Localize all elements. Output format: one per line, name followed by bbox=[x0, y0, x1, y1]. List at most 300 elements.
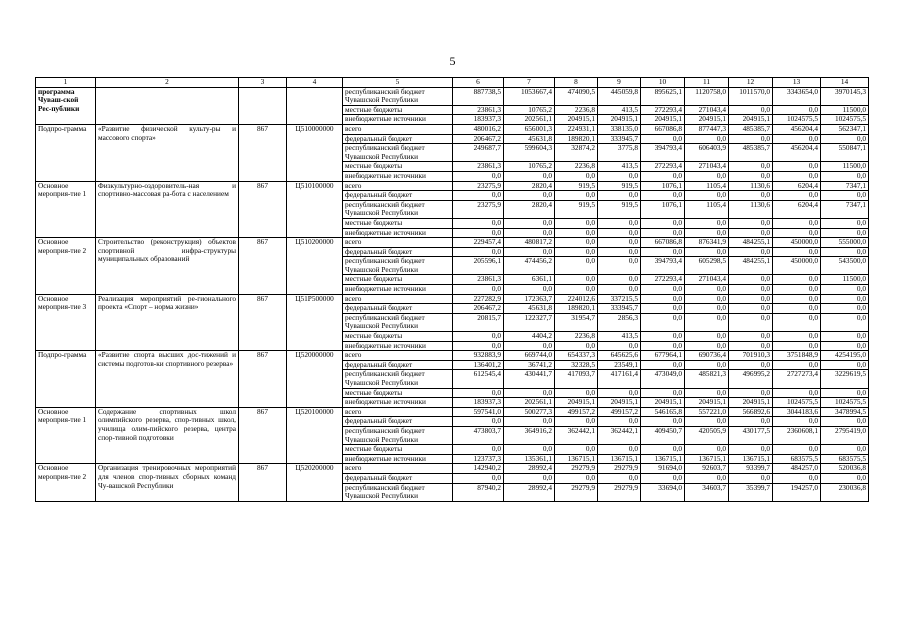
value-cell: 0,0 bbox=[729, 285, 773, 295]
source-cell: федеральный бюджет bbox=[343, 417, 453, 427]
value-cell: 480016,2 bbox=[453, 124, 504, 134]
value-cell: 29279,9 bbox=[555, 464, 598, 474]
source-cell: внебюджетные источники bbox=[343, 341, 453, 351]
value-cell: 204915,1 bbox=[555, 115, 598, 125]
value-cell: 11500,0 bbox=[821, 105, 869, 115]
value-cell: 0,0 bbox=[504, 388, 555, 398]
value-cell: 362442,1 bbox=[555, 426, 598, 444]
value-cell: 0,0 bbox=[504, 247, 555, 257]
value-cell: 606403,9 bbox=[685, 144, 729, 162]
header-cell: 12 bbox=[729, 78, 773, 88]
value-cell: 10765,2 bbox=[504, 105, 555, 115]
value-cell: 496995,2 bbox=[729, 370, 773, 388]
value-cell: 0,0 bbox=[685, 417, 729, 427]
value-cell: 0,0 bbox=[773, 304, 821, 314]
value-cell: 28992,4 bbox=[504, 483, 555, 501]
header-cell: 13 bbox=[773, 78, 821, 88]
value-cell: 932883,9 bbox=[453, 351, 504, 361]
value-cell: 1011570,0 bbox=[729, 87, 773, 105]
value-cell: 142940,2 bbox=[453, 464, 504, 474]
source-cell: федеральный бюджет bbox=[343, 360, 453, 370]
value-cell: 0,0 bbox=[453, 417, 504, 427]
budget-table bbox=[35, 77, 869, 502]
value-cell: 0,0 bbox=[641, 285, 685, 295]
value-cell: 0,0 bbox=[641, 228, 685, 238]
source-cell: местные бюджеты bbox=[343, 388, 453, 398]
value-cell: 0,0 bbox=[555, 257, 598, 275]
value-cell: 32328,5 bbox=[555, 360, 598, 370]
value-cell: 33694,0 bbox=[641, 483, 685, 501]
value-cell: 0,0 bbox=[555, 228, 598, 238]
source-cell: всего bbox=[343, 181, 453, 191]
value-cell: 0,0 bbox=[773, 473, 821, 483]
value-cell: 0,0 bbox=[773, 218, 821, 228]
value-cell: 0,0 bbox=[821, 171, 869, 181]
name-cell bbox=[96, 87, 239, 124]
value-cell: 204915,1 bbox=[598, 398, 641, 408]
code-cell bbox=[287, 87, 343, 124]
value-cell: 701910,3 bbox=[729, 351, 773, 361]
value-cell: 2795419,0 bbox=[821, 426, 869, 444]
name-cell: Строительство (реконструкция) объектов спортивной инфра-структуры муниципальных образований bbox=[96, 238, 239, 295]
source-cell: внебюджетные источники bbox=[343, 115, 453, 125]
value-cell: 0,0 bbox=[821, 228, 869, 238]
value-cell: 136715,1 bbox=[598, 454, 641, 464]
value-cell: 0,0 bbox=[453, 341, 504, 351]
value-cell: 0,0 bbox=[773, 445, 821, 455]
grbs-cell: 867 bbox=[239, 238, 287, 295]
value-cell: 36741,2 bbox=[504, 360, 555, 370]
value-cell: 0,0 bbox=[821, 134, 869, 144]
value-cell: 0,0 bbox=[729, 360, 773, 370]
value-cell: 0,0 bbox=[555, 238, 598, 248]
value-cell: 0,0 bbox=[598, 417, 641, 427]
value-cell: 0,0 bbox=[729, 294, 773, 304]
header-cell: 5 bbox=[343, 78, 453, 88]
value-cell: 876341,9 bbox=[685, 238, 729, 248]
table-row bbox=[36, 87, 869, 105]
value-cell: 0,0 bbox=[821, 417, 869, 427]
value-cell: 0,0 bbox=[641, 191, 685, 201]
value-cell: 6204,4 bbox=[773, 181, 821, 191]
value-cell: 520036,8 bbox=[821, 464, 869, 474]
value-cell: 333945,7 bbox=[598, 304, 641, 314]
value-cell: 413,5 bbox=[598, 105, 641, 115]
value-cell: 11500,0 bbox=[821, 162, 869, 172]
name-cell: Реализация мероприятий ре-гионального проекта «Спорт – норма жизни» bbox=[96, 294, 239, 351]
value-cell: 895625,1 bbox=[641, 87, 685, 105]
value-cell: 29279,9 bbox=[555, 483, 598, 501]
value-cell: 0,0 bbox=[729, 162, 773, 172]
value-cell: 0,0 bbox=[555, 473, 598, 483]
header-cell: 8 bbox=[555, 78, 598, 88]
value-cell: 204915,1 bbox=[641, 115, 685, 125]
code-cell: Ц520100000 bbox=[287, 407, 343, 464]
value-cell: 667086,8 bbox=[641, 124, 685, 134]
value-cell: 0,0 bbox=[685, 304, 729, 314]
value-cell: 0,0 bbox=[821, 332, 869, 342]
value-cell: 204915,1 bbox=[598, 115, 641, 125]
name-cell: «Развитие физической культу-ры и массового спорта» bbox=[96, 124, 239, 181]
value-cell: 183937,3 bbox=[453, 398, 504, 408]
value-cell: 136401,2 bbox=[453, 360, 504, 370]
source-cell: республиканский бюджет Чувашской Республики bbox=[343, 313, 453, 331]
table-row bbox=[36, 407, 869, 417]
value-cell: 0,0 bbox=[773, 171, 821, 181]
value-cell: 0,0 bbox=[821, 473, 869, 483]
value-cell: 136715,1 bbox=[685, 454, 729, 464]
value-cell: 10765,2 bbox=[504, 162, 555, 172]
value-cell: 3775,8 bbox=[598, 144, 641, 162]
value-cell: 0,0 bbox=[821, 313, 869, 331]
value-cell: 2820,4 bbox=[504, 200, 555, 218]
value-cell: 919,5 bbox=[598, 200, 641, 218]
value-cell: 206467,2 bbox=[453, 134, 504, 144]
value-cell: 249687,7 bbox=[453, 144, 504, 162]
value-cell: 499157,2 bbox=[555, 407, 598, 417]
value-cell: 0,0 bbox=[773, 285, 821, 295]
value-cell: 1053667,4 bbox=[504, 87, 555, 105]
value-cell: 1024575,5 bbox=[821, 115, 869, 125]
value-cell: 0,0 bbox=[555, 417, 598, 427]
value-cell: 550847,1 bbox=[821, 144, 869, 162]
value-cell: 92603,7 bbox=[685, 464, 729, 474]
value-cell: 1105,4 bbox=[685, 200, 729, 218]
value-cell: 0,0 bbox=[821, 304, 869, 314]
source-cell: всего bbox=[343, 464, 453, 474]
value-cell: 0,0 bbox=[685, 473, 729, 483]
status-cell: Подпро-грамма bbox=[36, 124, 96, 181]
value-cell: 0,0 bbox=[641, 445, 685, 455]
value-cell: 23861,3 bbox=[453, 275, 504, 285]
value-cell: 0,0 bbox=[641, 294, 685, 304]
code-cell: Ц520000000 bbox=[287, 351, 343, 408]
value-cell: 0,0 bbox=[598, 218, 641, 228]
value-cell: 0,0 bbox=[453, 473, 504, 483]
value-cell: 204915,1 bbox=[685, 398, 729, 408]
value-cell: 0,0 bbox=[685, 134, 729, 144]
value-cell: 1105,4 bbox=[685, 181, 729, 191]
value-cell: 473049,0 bbox=[641, 370, 685, 388]
value-cell: 230036,8 bbox=[821, 483, 869, 501]
value-cell: 0,0 bbox=[555, 275, 598, 285]
source-cell: федеральный бюджет bbox=[343, 191, 453, 201]
value-cell: 29279,9 bbox=[598, 464, 641, 474]
value-cell: 0,0 bbox=[504, 473, 555, 483]
value-cell: 172363,7 bbox=[504, 294, 555, 304]
value-cell: 0,0 bbox=[729, 473, 773, 483]
status-cell: Основное мероприя-тие 2 bbox=[36, 464, 96, 501]
value-cell: 0,0 bbox=[453, 218, 504, 228]
value-cell: 0,0 bbox=[504, 341, 555, 351]
value-cell: 4254195,0 bbox=[821, 351, 869, 361]
value-cell: 2856,3 bbox=[598, 313, 641, 331]
value-cell: 0,0 bbox=[641, 134, 685, 144]
value-cell: 417161,4 bbox=[598, 370, 641, 388]
value-cell: 543500,0 bbox=[821, 257, 869, 275]
value-cell: 204915,1 bbox=[685, 115, 729, 125]
value-cell: 887738,5 bbox=[453, 87, 504, 105]
value-cell: 224012,6 bbox=[555, 294, 598, 304]
value-cell: 394793,4 bbox=[641, 257, 685, 275]
source-cell: федеральный бюджет bbox=[343, 473, 453, 483]
value-cell: 0,0 bbox=[685, 445, 729, 455]
value-cell: 3970145,3 bbox=[821, 87, 869, 105]
value-cell: 0,0 bbox=[729, 388, 773, 398]
value-cell: 204915,1 bbox=[555, 398, 598, 408]
value-cell: 0,0 bbox=[598, 247, 641, 257]
value-cell: 183937,3 bbox=[453, 115, 504, 125]
source-cell: федеральный бюджет bbox=[343, 304, 453, 314]
value-cell: 0,0 bbox=[453, 191, 504, 201]
value-cell: 0,0 bbox=[641, 417, 685, 427]
value-cell: 0,0 bbox=[641, 341, 685, 351]
table-row bbox=[36, 294, 869, 304]
value-cell: 0,0 bbox=[685, 191, 729, 201]
value-cell: 599604,3 bbox=[504, 144, 555, 162]
value-cell: 0,0 bbox=[773, 341, 821, 351]
value-cell: 362442,1 bbox=[598, 426, 641, 444]
value-cell: 0,0 bbox=[555, 247, 598, 257]
value-cell: 0,0 bbox=[729, 218, 773, 228]
value-cell: 0,0 bbox=[453, 285, 504, 295]
value-cell: 450000,0 bbox=[773, 257, 821, 275]
value-cell: 0,0 bbox=[729, 445, 773, 455]
value-cell: 473803,7 bbox=[453, 426, 504, 444]
value-cell: 2727273,4 bbox=[773, 370, 821, 388]
value-cell: 0,0 bbox=[598, 257, 641, 275]
value-cell: 271043,4 bbox=[685, 105, 729, 115]
code-cell: Ц520200000 bbox=[287, 464, 343, 501]
grbs-cell: 867 bbox=[239, 124, 287, 181]
value-cell: 364916,2 bbox=[504, 426, 555, 444]
value-cell: 654337,3 bbox=[555, 351, 598, 361]
value-cell: 3343654,0 bbox=[773, 87, 821, 105]
value-cell: 0,0 bbox=[729, 247, 773, 257]
value-cell: 136715,1 bbox=[555, 454, 598, 464]
value-cell: 919,5 bbox=[598, 181, 641, 191]
value-cell: 919,5 bbox=[555, 200, 598, 218]
value-cell: 690736,4 bbox=[685, 351, 729, 361]
value-cell: 0,0 bbox=[641, 218, 685, 228]
header-cell: 4 bbox=[287, 78, 343, 88]
value-cell: 0,0 bbox=[685, 360, 729, 370]
value-cell: 417093,7 bbox=[555, 370, 598, 388]
status-cell: программа Чуваш-ской Рес-публики bbox=[36, 87, 96, 124]
value-cell: 605298,5 bbox=[685, 257, 729, 275]
header-cell: 7 bbox=[504, 78, 555, 88]
value-cell: 123737,3 bbox=[453, 454, 504, 464]
value-cell: 28992,4 bbox=[504, 464, 555, 474]
value-cell: 0,0 bbox=[773, 388, 821, 398]
value-cell: 0,0 bbox=[773, 275, 821, 285]
header-row bbox=[36, 78, 869, 88]
value-cell: 0,0 bbox=[504, 171, 555, 181]
header-cell: 11 bbox=[685, 78, 729, 88]
value-cell: 23861,3 bbox=[453, 105, 504, 115]
value-cell: 2236,8 bbox=[555, 332, 598, 342]
value-cell: 23861,3 bbox=[453, 162, 504, 172]
value-cell: 0,0 bbox=[641, 388, 685, 398]
value-cell: 0,0 bbox=[555, 171, 598, 181]
value-cell: 202561,1 bbox=[504, 398, 555, 408]
grbs-cell: 867 bbox=[239, 181, 287, 238]
value-cell: 0,0 bbox=[729, 275, 773, 285]
value-cell: 0,0 bbox=[598, 228, 641, 238]
source-cell: внебюджетные источники bbox=[343, 171, 453, 181]
value-cell: 11500,0 bbox=[821, 275, 869, 285]
value-cell: 338135,0 bbox=[598, 124, 641, 134]
table-row bbox=[36, 464, 869, 474]
value-cell: 480817,2 bbox=[504, 238, 555, 248]
value-cell: 430441,7 bbox=[504, 370, 555, 388]
value-cell: 0,0 bbox=[504, 191, 555, 201]
value-cell: 0,0 bbox=[729, 332, 773, 342]
code-cell: Ц510000000 bbox=[287, 124, 343, 181]
value-cell: 2236,8 bbox=[555, 162, 598, 172]
source-cell: местные бюджеты bbox=[343, 218, 453, 228]
value-cell: 645625,6 bbox=[598, 351, 641, 361]
value-cell: 189820,1 bbox=[555, 304, 598, 314]
table-row bbox=[36, 181, 869, 191]
table-body bbox=[36, 78, 869, 502]
value-cell: 555000,0 bbox=[821, 238, 869, 248]
value-cell: 0,0 bbox=[504, 218, 555, 228]
header-cell: 10 bbox=[641, 78, 685, 88]
value-cell: 0,0 bbox=[555, 218, 598, 228]
value-cell: 0,0 bbox=[773, 228, 821, 238]
source-cell: республиканский бюджет Чувашской Республики bbox=[343, 257, 453, 275]
value-cell: 91694,0 bbox=[641, 464, 685, 474]
value-cell: 499157,2 bbox=[598, 407, 641, 417]
value-cell: 0,0 bbox=[821, 388, 869, 398]
source-cell: республиканский бюджет Чувашской Республики bbox=[343, 370, 453, 388]
value-cell: 474090,5 bbox=[555, 87, 598, 105]
value-cell: 271043,4 bbox=[685, 275, 729, 285]
value-cell: 0,0 bbox=[685, 388, 729, 398]
status-cell: Основное мероприя-тие 3 bbox=[36, 294, 96, 351]
value-cell: 0,0 bbox=[821, 360, 869, 370]
value-cell: 136715,1 bbox=[641, 454, 685, 464]
value-cell: 0,0 bbox=[773, 162, 821, 172]
value-cell: 3751848,9 bbox=[773, 351, 821, 361]
value-cell: 0,0 bbox=[504, 228, 555, 238]
value-cell: 0,0 bbox=[555, 341, 598, 351]
value-cell: 6361,1 bbox=[504, 275, 555, 285]
value-cell: 204915,1 bbox=[729, 115, 773, 125]
value-cell: 31954,7 bbox=[555, 313, 598, 331]
header-cell: 2 bbox=[96, 78, 239, 88]
value-cell: 35399,7 bbox=[729, 483, 773, 501]
value-cell: 1024575,5 bbox=[773, 115, 821, 125]
value-cell: 93399,7 bbox=[729, 464, 773, 474]
value-cell: 2360608,1 bbox=[773, 426, 821, 444]
value-cell: 0,0 bbox=[555, 388, 598, 398]
value-cell: 0,0 bbox=[598, 445, 641, 455]
value-cell: 0,0 bbox=[729, 105, 773, 115]
value-cell: 0,0 bbox=[641, 473, 685, 483]
value-cell: 0,0 bbox=[773, 134, 821, 144]
value-cell: 0,0 bbox=[453, 171, 504, 181]
value-cell: 0,0 bbox=[773, 105, 821, 115]
code-cell: Ц510100000 bbox=[287, 181, 343, 238]
value-cell: 3229619,5 bbox=[821, 370, 869, 388]
value-cell: 0,0 bbox=[641, 313, 685, 331]
value-cell: 34603,7 bbox=[685, 483, 729, 501]
value-cell: 0,0 bbox=[773, 294, 821, 304]
value-cell: 677964,1 bbox=[641, 351, 685, 361]
header-cell: 9 bbox=[598, 78, 641, 88]
value-cell: 0,0 bbox=[821, 294, 869, 304]
value-cell: 0,0 bbox=[729, 191, 773, 201]
value-cell: 0,0 bbox=[729, 171, 773, 181]
source-cell: внебюджетные источники bbox=[343, 285, 453, 295]
table-row bbox=[36, 124, 869, 134]
value-cell: 0,0 bbox=[773, 247, 821, 257]
value-cell: 0,0 bbox=[641, 304, 685, 314]
value-cell: 0,0 bbox=[821, 285, 869, 295]
value-cell: 205596,1 bbox=[453, 257, 504, 275]
header-cell: 14 bbox=[821, 78, 869, 88]
value-cell: 445059,8 bbox=[598, 87, 641, 105]
value-cell: 656001,3 bbox=[504, 124, 555, 134]
value-cell: 420505,9 bbox=[685, 426, 729, 444]
source-cell: местные бюджеты bbox=[343, 162, 453, 172]
value-cell: 919,5 bbox=[555, 181, 598, 191]
value-cell: 0,0 bbox=[598, 388, 641, 398]
value-cell: 484255,1 bbox=[729, 238, 773, 248]
value-cell: 597541,0 bbox=[453, 407, 504, 417]
source-cell: республиканский бюджет Чувашской Республики bbox=[343, 200, 453, 218]
value-cell: 394793,4 bbox=[641, 144, 685, 162]
value-cell: 0,0 bbox=[504, 445, 555, 455]
page-number: 5 bbox=[449, 54, 456, 68]
value-cell: 0,0 bbox=[598, 238, 641, 248]
value-cell: 7347,1 bbox=[821, 181, 869, 191]
value-cell: 6204,4 bbox=[773, 200, 821, 218]
source-cell: местные бюджеты bbox=[343, 332, 453, 342]
header-cell: 1 bbox=[36, 78, 96, 88]
value-cell: 0,0 bbox=[821, 341, 869, 351]
source-cell: республиканский бюджет Чувашской Республики bbox=[343, 426, 453, 444]
source-cell: республиканский бюджет Чувашской Республики bbox=[343, 483, 453, 501]
value-cell: 430177,5 bbox=[729, 426, 773, 444]
value-cell: 484255,1 bbox=[729, 257, 773, 275]
value-cell: 1024575,5 bbox=[821, 398, 869, 408]
name-cell: Организация тренировочных мероприятий для членов спор-тивных сборных команд Чу-вашской Республики bbox=[96, 464, 239, 501]
value-cell: 450000,0 bbox=[773, 238, 821, 248]
value-cell: 0,0 bbox=[641, 247, 685, 257]
source-cell: внебюджетные источники bbox=[343, 454, 453, 464]
value-cell: 0,0 bbox=[685, 247, 729, 257]
value-cell: 272293,4 bbox=[641, 275, 685, 285]
value-cell: 0,0 bbox=[773, 360, 821, 370]
value-cell: 0,0 bbox=[685, 218, 729, 228]
value-cell: 683575,5 bbox=[821, 454, 869, 464]
source-cell: всего bbox=[343, 238, 453, 248]
name-cell: «Развитие спорта высших дос-тижений и системы подготов-ки спортивного резерва» bbox=[96, 351, 239, 408]
value-cell: 0,0 bbox=[729, 341, 773, 351]
value-cell: 0,0 bbox=[729, 228, 773, 238]
value-cell: 20815,7 bbox=[453, 313, 504, 331]
value-cell: 0,0 bbox=[821, 247, 869, 257]
source-cell: всего bbox=[343, 124, 453, 134]
value-cell: 456204,4 bbox=[773, 144, 821, 162]
value-cell: 0,0 bbox=[453, 332, 504, 342]
source-cell: республиканский бюджет Чувашской Республики bbox=[343, 144, 453, 162]
value-cell: 0,0 bbox=[821, 191, 869, 201]
value-cell: 566892,6 bbox=[729, 407, 773, 417]
